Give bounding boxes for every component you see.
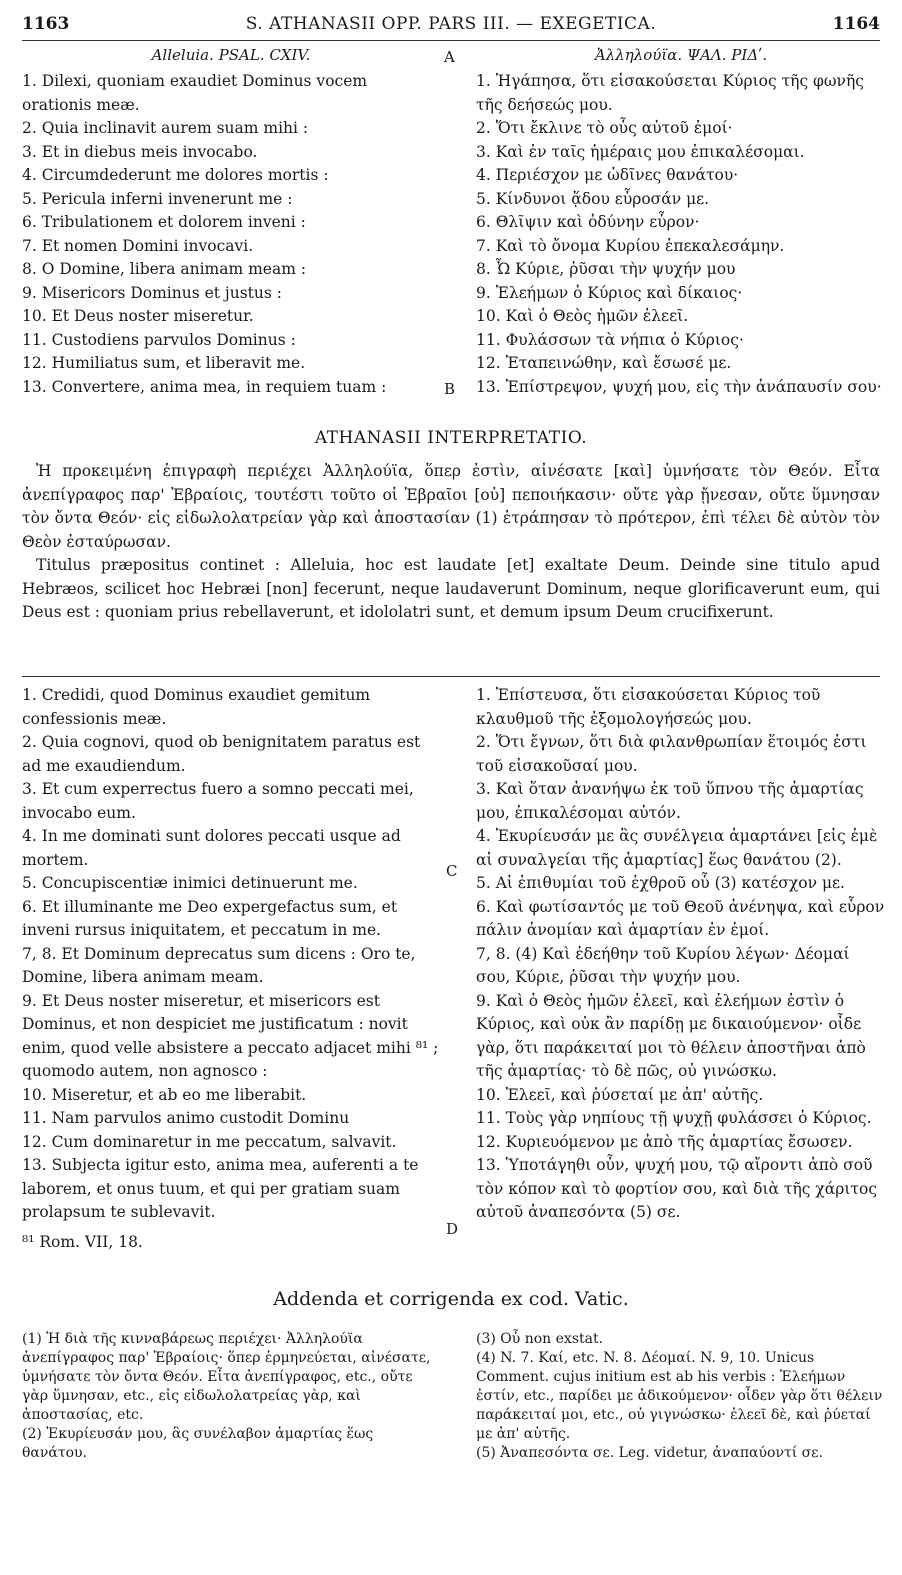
psalm-latin-line: 3. Et in diebus meis invocabo. — [22, 142, 258, 161]
commentary-greek-verse: 4. Ἐκυρίευσάν με ἃς συνέλγεια ἁμαρτάνει [εἰς ἐμὲ αἱ συναλγείαι τῆς ἁμαρτίας] ἕως θανάτου (2). — [476, 827, 878, 869]
psalm-latin-line: 9. Misericors Dominus et justus : — [22, 283, 282, 302]
psalm-latin-line: orationis meæ. — [22, 95, 140, 114]
psalm-latin-line: 4. Circumdederunt me dolores mortis : — [22, 166, 329, 184]
psalm-greek-line: 4. Περιέσχον με ὠδῖνες θανάτου· — [476, 166, 739, 184]
page-number-right: 1164 — [832, 14, 880, 34]
psalm-latin-line: 12. Humiliatus sum, et liberavit me. — [22, 354, 306, 372]
commentary-latin-verse: 10. Miseretur, et ab eo me liberabit. — [22, 1085, 307, 1104]
psalm-greek-line: 2. Ὅτι ἔκλινε τὸ οὖς αὐτοῦ ἐμοί· — [476, 119, 733, 137]
psalm-greek-line: 13. Ἐπίστρεψον, ψυχή μου, εἰς τὴν ἀνάπαυσίν σου· — [476, 377, 882, 396]
psalm-latin-title: Alleluia. PSAL. CXIV. — [151, 46, 311, 64]
psalm-greek-line: 7. Καὶ τὸ ὄνομα Κυρίου ἐπεκαλεσάμην. — [476, 236, 785, 255]
psalm-greek-column — [476, 70, 886, 399]
psalm-latin-line: 2. Quia inclinavit aurem suam mihi : — [22, 119, 309, 137]
addenda-note: (5) Ἀναπεσόντα σε. Leg. videtur, ἀναπαύοντί σε. — [476, 1445, 823, 1461]
margin-marker-a: A — [444, 48, 455, 66]
psalm-greek-line: 11. Φυλάσσων τὰ νήπια ὁ Κύριος· — [476, 330, 744, 349]
addenda-note: (3) Οὗ non exstat. — [476, 1331, 604, 1347]
commentary-latin-verse: 9. Et Deus noster miseretur, et misericors est Dominus, et non despiciet me justificatum : novit enim, quod velle absistere a peccato adjacet mihi ⁸¹ ; quomodo autem, non agnosco : — [22, 991, 439, 1080]
commentary-greek-verse: 13. Ὑποτάγηθι οὖν, ψυχή μου, τῷ αἴροντι ἀπὸ σοῦ τὸν κόπον καὶ τὸ φορτίον σου, καὶ διὰ τῆς χάριτος αὐτοῦ ἀναπεσόντα (5) σε. — [476, 1156, 878, 1221]
commentary-latin-verse: 3. Et cum experrectus fuero a somno peccati mei, invocabo eum. — [22, 780, 414, 822]
addenda-left-column — [22, 1330, 442, 1463]
psalm-greek-line: 12. Ἐταπεινώθην, καὶ ἔσωσέ με. — [476, 354, 732, 372]
commentary-greek-column — [476, 684, 888, 1225]
footnote: ⁸¹ Rom. VII, 18. — [22, 1232, 143, 1251]
commentary-greek-verse: 11. Τοὺς γὰρ νηπίους τῇ ψυχῇ φυλάσσει ὁ Κύριος. — [476, 1109, 872, 1127]
interpretatio-latin-paragraph: Titulus præpositus continet : Alleluia, hoc est laudate [et] exaltate Deum. Deinde sine titulo apud Hebræos, scilicet hoc Hebræi [non] fecerunt, neque laudaverunt Dominum, neque glorificaverunt eum, qui Deus est : quoniam prius rebellaverunt, et idololatri sunt, et demum ipsum Deum crucifixerunt. — [22, 556, 880, 621]
psalm-latin-line: 8. O Domine, libera animam meam : — [22, 260, 307, 278]
commentary-greek-verse: 1. Ἐπίστευσα, ὅτι εἰσακούσεται Κύριος τοῦ κλαυθμοῦ τῆς ἐξομολογήσεώς μου. — [476, 686, 821, 728]
header-rule — [22, 40, 880, 41]
psalm-greek-line: 5. Κίνδυνοι ᾅδου εὗροσάν με. — [476, 189, 710, 208]
commentary-greek-verse: 7, 8. (4) Καὶ ἐδεήθην τοῦ Κυρίου λέγων· Δέομαί σου, Κύριε, ῥῦσαι τὴν ψυχήν μου. — [476, 944, 850, 986]
commentary-latin-verse: 12. Cum dominaretur in me peccatum, salvavit. — [22, 1132, 397, 1151]
psalm-greek-line: 10. Καὶ ὁ Θεὸς ἡμῶν ἐλεεῖ. — [476, 307, 689, 325]
psalm-latin-column — [22, 70, 440, 399]
psalm-greek-line: τῆς δεήσεώς μου. — [476, 95, 613, 114]
psalm-greek-line: 3. Καὶ ἐν ταῖς ἡμέραις μου ἐπικαλέσομαι. — [476, 142, 805, 161]
psalm-greek-line: 6. Θλῖψιν καὶ ὀδύνην εὗρον· — [476, 213, 700, 231]
addenda-note: (2) Ἐκυρίευσάν μου, ἃς συνέλαβον ἁμαρτίας ἕως θανάτου. — [22, 1426, 374, 1461]
interpretatio-body — [22, 460, 880, 625]
psalm-latin-line: 13. Convertere, anima mea, in requiem tuam : — [22, 377, 387, 396]
interpretatio-greek-paragraph: Ἡ προκειμένη ἐπιγραφὴ περιέχει Ἀλληλούϊα, ὅπερ ἐστὶν, αἰνέσατε [καὶ] ὑμνήσατε τὸν Θεόν. Εἶτα ἀνεπίγραφος παρ' Ἑβραίοις, τουτέστι τοῦτο οἱ Ἑβραῖοι [οὐ] πεποιήκασιν· οὔτε γὰρ ᾔνεσαν, οὔτε ὕμνησαν τὸν ὄντα Θεόν· εἰς εἰδωλολατρείαν γὰρ καὶ ἀποστασίαν (1) ἐτράπησαν τὸ πρότερον, ἐπὶ τέλει δὲ αὐτὸν τὸν Θεὸν ἐσταύρωσαν. — [22, 462, 880, 551]
running-title: S. ATHANASII OPP. PARS III. — EXEGETICA. — [245, 14, 657, 34]
section-rule — [22, 676, 880, 677]
psalm-latin-line: 7. Et nomen Domini invocavi. — [22, 236, 254, 255]
commentary-greek-verse: 9. Καὶ ὁ Θεὸς ἡμῶν ἐλεεῖ, καὶ ἐλεήμων ἐστὶν ὁ Κύριος, καὶ οὐκ ἂν παρίδῃ με δικαιούμενον· οἶδε γὰρ, ὅτι παράκειταί μοι τὸ θέλειν ἀποστῆναι ἀπὸ τῆς ἁμαρτίας· τὸ δὲ πῶς, οὐ γινώσκω. — [476, 991, 866, 1080]
commentary-greek-verse: 2. Ὅτι ἔγνων, ὅτι διὰ φιλανθρωπίαν ἕτοιμός ἐστι τοῦ εἰσακοῦσαί μου. — [476, 733, 867, 775]
interpretatio-title: ATHANASII INTERPRETATIO. — [314, 428, 588, 448]
commentary-latin-verse: 4. In me dominati sunt dolores peccati usque ad mortem. — [22, 827, 401, 869]
psalm-greek-line: 1. Ἠγάπησα, ὅτι εἰσακούσεται Κύριος τῆς φωνῆς — [476, 72, 864, 90]
commentary-greek-verse: 12. Κυριευόμενον με ἀπὸ τῆς ἁμαρτίας ἔσωσεν. — [476, 1132, 853, 1151]
commentary-latin-verse: 1. Credidi, quod Dominus exaudiet gemitum confessionis meæ. — [22, 686, 371, 728]
addenda-title: Addenda et corrigenda ex cod. Vatic. — [273, 1288, 629, 1310]
addenda-note: (1) Ἡ διὰ τῆς κινναβάρεως περιέχει· Ἀλληλούϊα ἀνεπίγραφος παρ' Ἑβραίοις· ὅπερ ἑρμηνεύεται, αἰνέσατε, ὑμνήσατε τὸν ὄντα Θεόν. Εἶτα ἀνεπίγραφος, etc., οὔτε γὰρ ὕμνησαν, etc., εἰς εἰδωλολατρείας γὰρ, καὶ ἀποστασίας, etc. — [22, 1331, 431, 1423]
addenda-right-column — [476, 1330, 888, 1463]
psalm-greek-line: 9. Ἐλεήμων ὁ Κύριος καὶ δίκαιος· — [476, 283, 743, 302]
psalm-latin-line: 10. Et Deus noster miseretur. — [22, 307, 254, 325]
commentary-latin-verse: 2. Quia cognovi, quod ob benignitatem paratus est ad me exaudiendum. — [22, 733, 421, 775]
running-header — [22, 14, 880, 40]
page-number-left: 1163 — [22, 14, 70, 34]
commentary-latin-verse: 11. Nam parvulos animo custodit Dominu — [22, 1109, 350, 1127]
psalm-latin-line: 1. Dilexi, quoniam exaudiet Dominus vocem — [22, 72, 368, 90]
psalm-greek-title: Ἀλληλούϊα. ΨΑΛ. ΡΙΔʹ. — [594, 46, 768, 64]
commentary-greek-verse: 6. Καὶ φωτίσαντός με τοῦ Θεοῦ ἀνένηψα, καὶ εὗρον πάλιν ἀνομίαν καὶ ἁμαρτίαν ἐν ἐμοί. — [476, 897, 885, 939]
margin-marker-d: D — [446, 1220, 459, 1238]
commentary-greek-verse: 5. Αἱ ἐπιθυμίαι τοῦ ἐχθροῦ οὗ (3) κατέσχον με. — [476, 874, 845, 892]
psalm-latin-line: 5. Pericula inferni invenerunt me : — [22, 189, 293, 208]
psalm-latin-line: 6. Tribulationem et dolorem inveni : — [22, 213, 306, 231]
commentary-latin-verse: 13. Subjecta igitur esto, anima mea, auferenti a te laborem, et onus tuum, et qui per gratiam suam prolapsum te sublevavit. — [22, 1156, 419, 1221]
psalm-greek-line: 8. Ὦ Κύριε, ῥῦσαι τὴν ψυχήν μου — [476, 260, 736, 278]
margin-marker-c: C — [446, 862, 458, 880]
addenda-note: (4) N. 7. Καί, etc. N. 8. Δέομαί. N. 9, 10. Unicus Comment. cujus initium est ab his verbis : Ἐλεήμων ἐστίν, etc., παρίδει με ἀδικούμενον· οἶδεν γὰρ ὅτι θέλειν παράκειταί μοι, etc., οὐ γιγνώσκω· ἐλεεῖ δὲ, καὶ ῥύεταί με ἀπ' αὐτῆς. — [476, 1350, 883, 1442]
commentary-latin-verse: 5. Concupiscentiæ inimici detinuerunt me. — [22, 874, 358, 892]
commentary-latin-column — [22, 684, 442, 1254]
commentary-greek-verse: 3. Καὶ ὅταν ἀνανήψω ἐκ τοῦ ὕπνου τῆς ἁμαρτίας μου, ἐπικαλέσομαι αὐτόν. — [476, 780, 864, 822]
commentary-greek-verse: 10. Ἐλεεῖ, καὶ ῥύσεταί με ἀπ' αὐτῆς. — [476, 1085, 764, 1104]
commentary-latin-verse: 7, 8. Et Dominum deprecatus sum dicens : Oro te, Domine, libera animam meam. — [22, 944, 416, 986]
margin-marker-b: B — [444, 380, 456, 398]
commentary-latin-verse: 6. Et illuminante me Deo expergefactus sum, et inveni rursus iniquitatem, et peccatum in me. — [22, 897, 398, 939]
psalm-latin-line: 11. Custodiens parvulos Dominus : — [22, 330, 296, 349]
